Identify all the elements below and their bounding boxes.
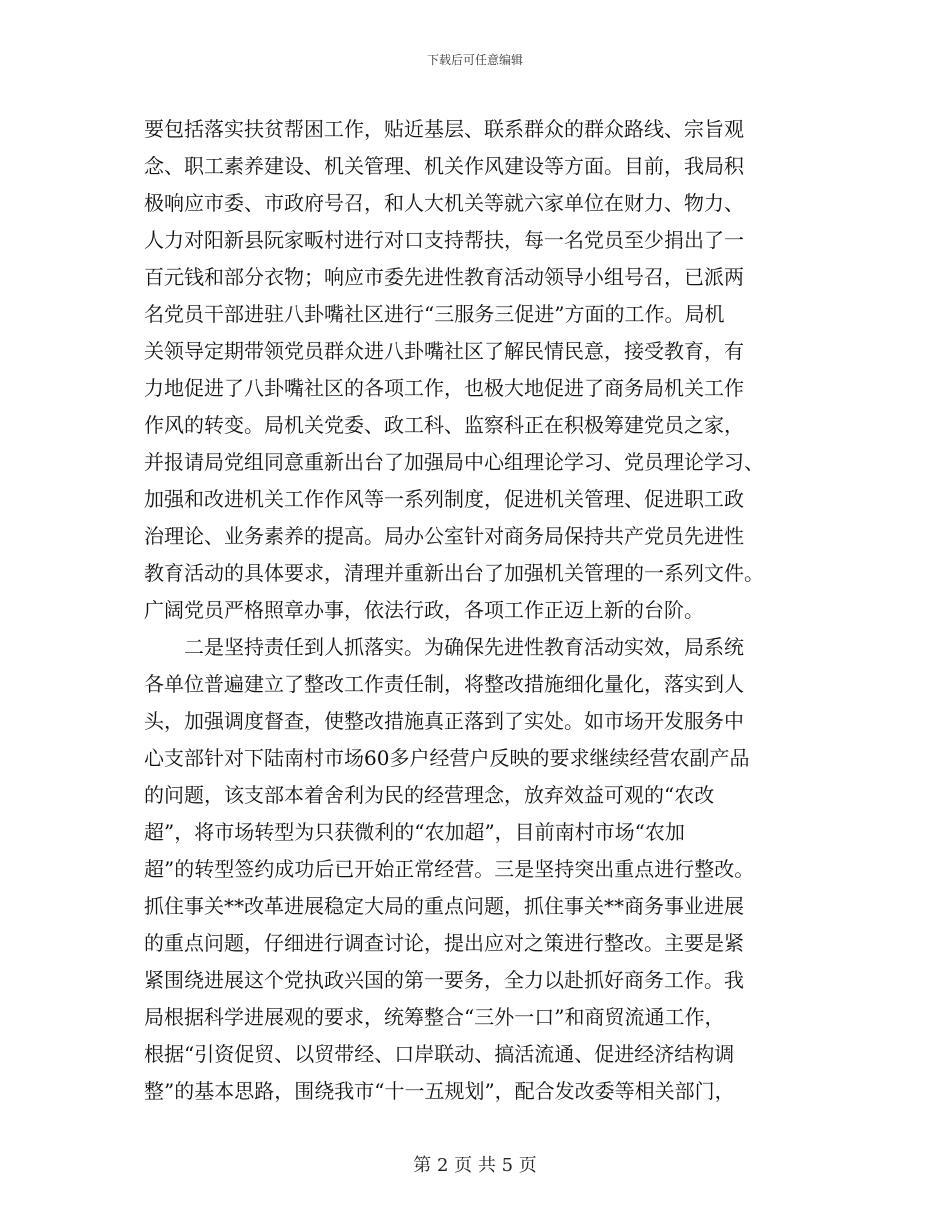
body-line-14: 广阔党员严格照章办事，依法行政，各项工作正迈上新的台阶。 [144,598,704,622]
body-line-10: 并报请局党组同意重新出台了加强局中心组理论学习、党员理论学习、 [144,450,764,474]
body-line-8: 力地促进了八卦嘴社区的各项工作，也极大地促进了商务局机关工作 [144,376,744,400]
body-line-26: 根据“引资促贸、以贸带经、口岸联动、搞活流通、促进经济结构调 [144,1042,735,1066]
body-line-7: 关领导定期带领党员群众进八卦嘴社区了解民情民意，接受教育，有 [144,339,744,363]
body-line-12: 治理论、业务素养的提高。局办公室针对商务局保持共产党员先进性 [144,524,744,548]
body-line-1: 要包括落实扶贫帮困工作，贴近基层、联系群众的群众路线、宗旨观 [144,117,744,141]
body-line-11: 加强和改进机关工作作风等一系列制度，促进机关管理、促进职工政 [144,487,744,511]
body-line-27: 整”的基本思路，围绕我市“十一五规划”，配合发改委等相关部门， [144,1079,735,1103]
body-line-21: 超”的转型签约成功后已开始正常经营。三是坚持突出重点进行整改。 [144,857,755,881]
body-line-22: 抓住事关**改革进展稳定大局的重点问题，抓住事关**商务事业进展 [144,894,744,918]
page-number: 第 2 页 共 5 页 [413,1155,537,1176]
document-body [144,111,812,1110]
body-line-4: 人力对阳新县阮家畈村进行对口支持帮扶，每一名党员至少捐出了一 [144,228,744,252]
body-line-20: 超”，将市场转型为只获微利的“农加超”，目前南村市场“农加 [144,820,685,844]
body-line-5: 百元钱和部分衣物；响应市委先进性教育活动领导小组号召，已派两 [144,265,744,289]
body-line-24: 紧围绕进展这个党执政兴国的第一要务，全力以赴抓好商务工作。我 [144,968,744,992]
body-line-6: 名党员干部进驻八卦嘴社区进行“三服务三促进”方面的工作。局机 [144,302,725,326]
body-line-16: 各单位普遍建立了整改工作责任制，将整改措施细化量化，落实到人 [144,672,744,696]
body-line-13: 教育活动的具体要求，清理并重新出台了加强机关管理的一系列文件。 [144,561,764,585]
body-line-9: 作风的转变。局机关党委、政工科、监察科正在积极筹建党员之家， [144,413,744,437]
body-line-18: 心支部针对下陆南村市场60多户经营户反映的要求继续经营农副产品 [144,746,750,770]
body-line-19: 的问题，该支部本着舍利为民的经营理念，放弃效益可观的“农改 [144,783,715,807]
body-line-2: 念、职工素养建设、机关管理、机关作风建设等方面。目前，我局积 [144,154,744,178]
body-line-23: 的重点问题，仔细进行调查讨论，提出应对之策进行整改。主要是紧 [144,931,744,955]
body-line-17: 头，加强调度督查，使整改措施真正落到了实处。如市场开发服务中 [144,709,744,733]
page-header-note: 下载后可任意编辑 [426,53,523,67]
body-line-15: 二是坚持责任到人抓落实。为确保先进性教育活动实效，局系统 [184,635,744,659]
body-line-25: 局根据科学进展观的要求，统筹整合“三外一口”和商贸流通工作， [144,1005,725,1029]
body-line-3: 极响应市委、市政府号召，和人大机关等就六家单位在财力、物力、 [144,191,744,215]
